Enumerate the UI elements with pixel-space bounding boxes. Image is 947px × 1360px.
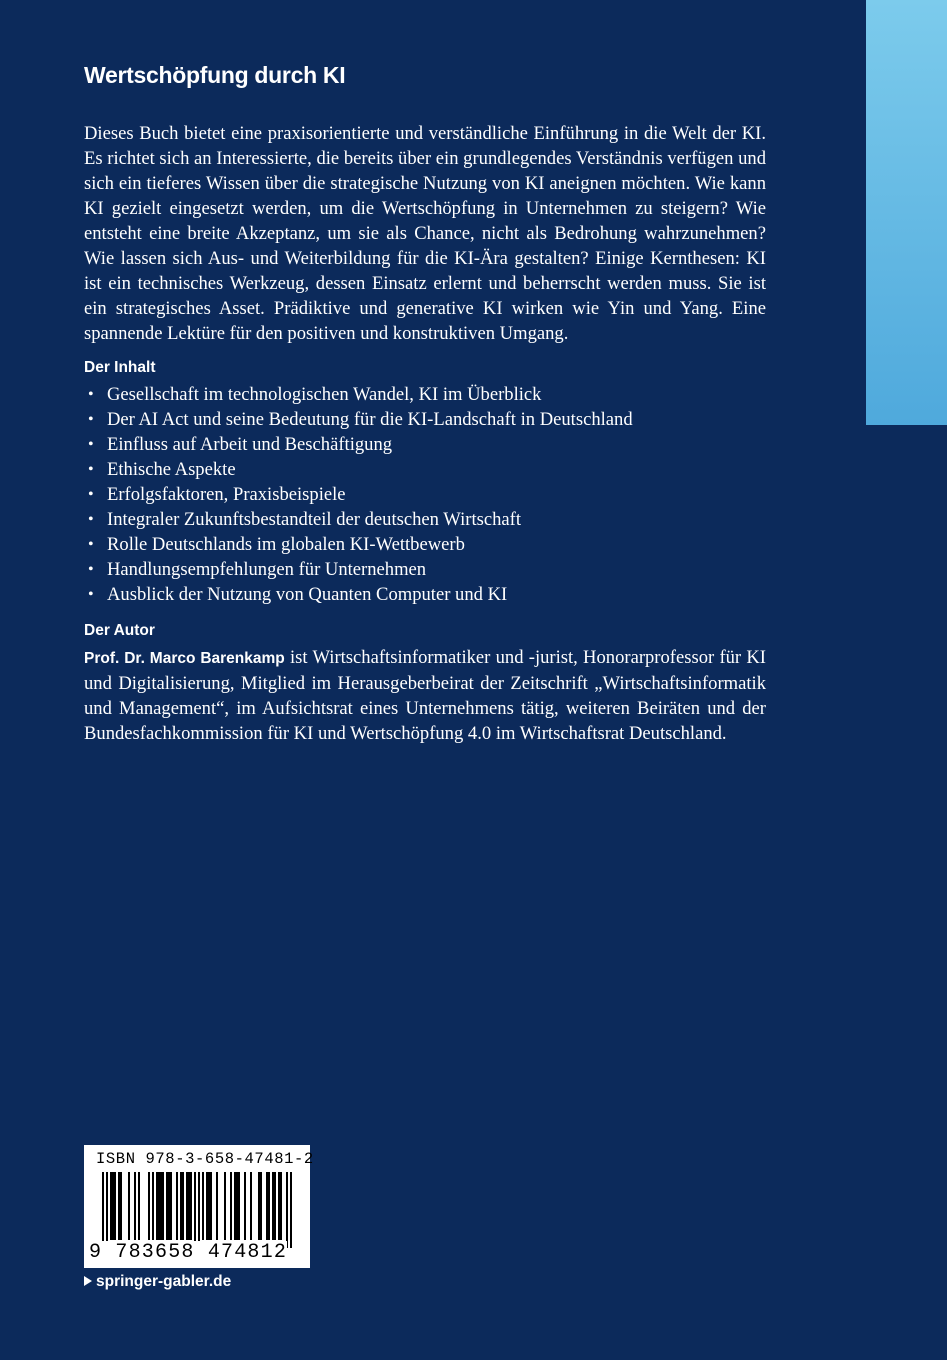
publisher-url: springer-gabler.de <box>96 1273 232 1290</box>
content-list-item-text: Rolle Deutschlands im globalen KI-Wettbewerb <box>107 534 465 555</box>
barcode-bar <box>186 1172 188 1240</box>
barcode-bar <box>208 1172 210 1240</box>
barcode-bar <box>160 1172 162 1240</box>
barcode-bar <box>112 1172 114 1240</box>
barcode-bar <box>110 1172 112 1240</box>
barcode-bar <box>190 1172 192 1240</box>
content-list <box>84 382 766 607</box>
barcode-bar <box>250 1172 252 1240</box>
barcode-bar <box>236 1172 238 1240</box>
barcode-bar <box>168 1172 170 1240</box>
content-list-item <box>84 382 766 407</box>
barcode-bar <box>148 1172 150 1240</box>
content-list-item <box>84 407 766 432</box>
barcode-bar <box>102 1172 104 1248</box>
arrow-right-icon <box>84 1276 92 1286</box>
book-title: Wertschöpfung durch KI <box>84 62 346 88</box>
barcode-bar <box>176 1172 178 1240</box>
barcode-bar <box>272 1172 274 1240</box>
barcode-bar <box>118 1172 120 1240</box>
bullet-icon: • <box>88 561 94 578</box>
barcode-bar <box>156 1172 158 1240</box>
barcode-bar <box>290 1172 292 1248</box>
barcode-bar <box>210 1172 212 1240</box>
bullet-icon: • <box>88 586 94 603</box>
content-list-item-text: Gesellschaft im technologischen Wandel, KI im Überblick <box>107 384 542 405</box>
barcode-bar <box>180 1172 182 1240</box>
content-list-item-text: Einfluss auf Arbeit und Beschäftigung <box>107 434 393 455</box>
barcode-bar <box>158 1172 160 1240</box>
content-list-item-text: Integraler Zukunftsbestandteil der deutschen Wirtschaft <box>107 509 522 530</box>
barcode-bar <box>134 1172 136 1240</box>
barcode-bar <box>244 1172 246 1240</box>
barcode-bar <box>138 1172 140 1240</box>
barcode-bar <box>152 1172 154 1240</box>
barcode-bar <box>128 1172 130 1240</box>
content-list-item-text: Ethische Aspekte <box>107 459 236 480</box>
barcode-bar <box>182 1172 184 1240</box>
barcode-bar <box>238 1172 240 1240</box>
bullet-icon: • <box>88 411 94 428</box>
isbn-label: ISBN 978-3-658-47481-2 <box>96 1150 314 1168</box>
content-list-item <box>84 432 766 457</box>
content-list-item-text: Handlungsempfehlungen für Unternehmen <box>107 559 427 580</box>
barcode-bar <box>202 1172 204 1240</box>
content-list-item <box>84 507 766 532</box>
barcode-bar <box>266 1172 268 1240</box>
ean-digits: 9 783658 474812 <box>89 1241 288 1264</box>
barcode-bar <box>278 1172 280 1240</box>
content-list-item <box>84 582 766 607</box>
bullet-icon: • <box>88 461 94 478</box>
barcode-bar <box>216 1172 218 1240</box>
accent-color-bar <box>866 0 947 425</box>
barcode-bar <box>120 1172 122 1240</box>
author-bio-text: ist Wirtschaftsinformatiker und -jurist, Honorarprofessor für KI und Digitalisierung, Mitglied im Herausgeberbeirat der Zeitschrift „Wirtschaftsinformatik und Management“, im Aufsichtsrat eines Unternehmens tätig, weiteren Beiräten und der Bundesfachkommission für KI und Wertschöpfung 4.0 im Wirtschaftsrat Deutschland. <box>84 647 766 744</box>
book-description: Dieses Buch bietet eine praxisorientierte und verständliche Einführung in die Welt der KI. Es richtet sich an Interessierte, die bereits über ein grundlegendes Verständnis verfügen und sich ein tieferes Wissen über die strategische Nutzung von KI aneignen möchten. Wie kann KI gezielt eingesetzt werden, um die Wertschöpfung in Unternehmen zu steigern? Wie entsteht eine breite Akzeptanz, um sie als Chance, nicht als Bedrohung wahrzunehmen? Wie lassen sich Aus- und Weiterbildung für die KI-Ära gestalten? Einige Kernthesen: KI ist ein technisches Werkzeug, dessen Einsatz erlernt und beherrscht werden muss. Sie ist ein strategisches Asset. Prädiktive und generative KI wirken wie Yin und Yang. Eine spannende Lektüre für den positiven und konstruktiven Umgang. <box>84 123 766 344</box>
barcode-bar <box>286 1172 288 1248</box>
content-list-item <box>84 532 766 557</box>
barcode-bar <box>268 1172 270 1240</box>
content-list-item <box>84 457 766 482</box>
barcode-bar <box>106 1172 108 1248</box>
barcode-bar <box>166 1172 168 1240</box>
barcode-bar <box>280 1172 282 1240</box>
author-bio <box>84 645 766 746</box>
barcode-bar <box>198 1172 200 1248</box>
bullet-icon: • <box>88 486 94 503</box>
barcode-bars <box>96 1172 298 1248</box>
content-list-item <box>84 482 766 507</box>
barcode-bar <box>234 1172 236 1240</box>
barcode-bar <box>162 1172 164 1240</box>
content-list-item-text: Der AI Act und seine Bedeutung für die KI-Landschaft in Deutschland <box>107 409 633 430</box>
barcode-bar <box>274 1172 276 1240</box>
barcode-bar <box>260 1172 262 1240</box>
publisher-website-link[interactable] <box>84 1273 231 1291</box>
bullet-icon: • <box>88 436 94 453</box>
content-list-item-text: Erfolgsfaktoren, Praxisbeispiele <box>107 484 346 505</box>
isbn-barcode <box>84 1145 314 1268</box>
barcode-bar <box>224 1172 226 1240</box>
author-name: Prof. Dr. Marco Barenkamp <box>84 650 285 667</box>
bullet-icon: • <box>88 386 94 403</box>
bullet-icon: • <box>88 536 94 553</box>
barcode-bar <box>206 1172 208 1240</box>
content-list-item-text: Ausblick der Nutzung von Quanten Computer und KI <box>107 584 508 605</box>
barcode-bar <box>188 1172 190 1240</box>
author-heading: Der Autor <box>84 622 155 639</box>
barcode-bar <box>194 1172 196 1248</box>
barcode-bar <box>170 1172 172 1240</box>
content-heading: Der Inhalt <box>84 359 156 376</box>
barcode-bar <box>258 1172 260 1240</box>
bullet-icon: • <box>88 511 94 528</box>
content-list-item <box>84 557 766 582</box>
barcode-bar <box>230 1172 232 1240</box>
barcode-bar <box>114 1172 116 1240</box>
